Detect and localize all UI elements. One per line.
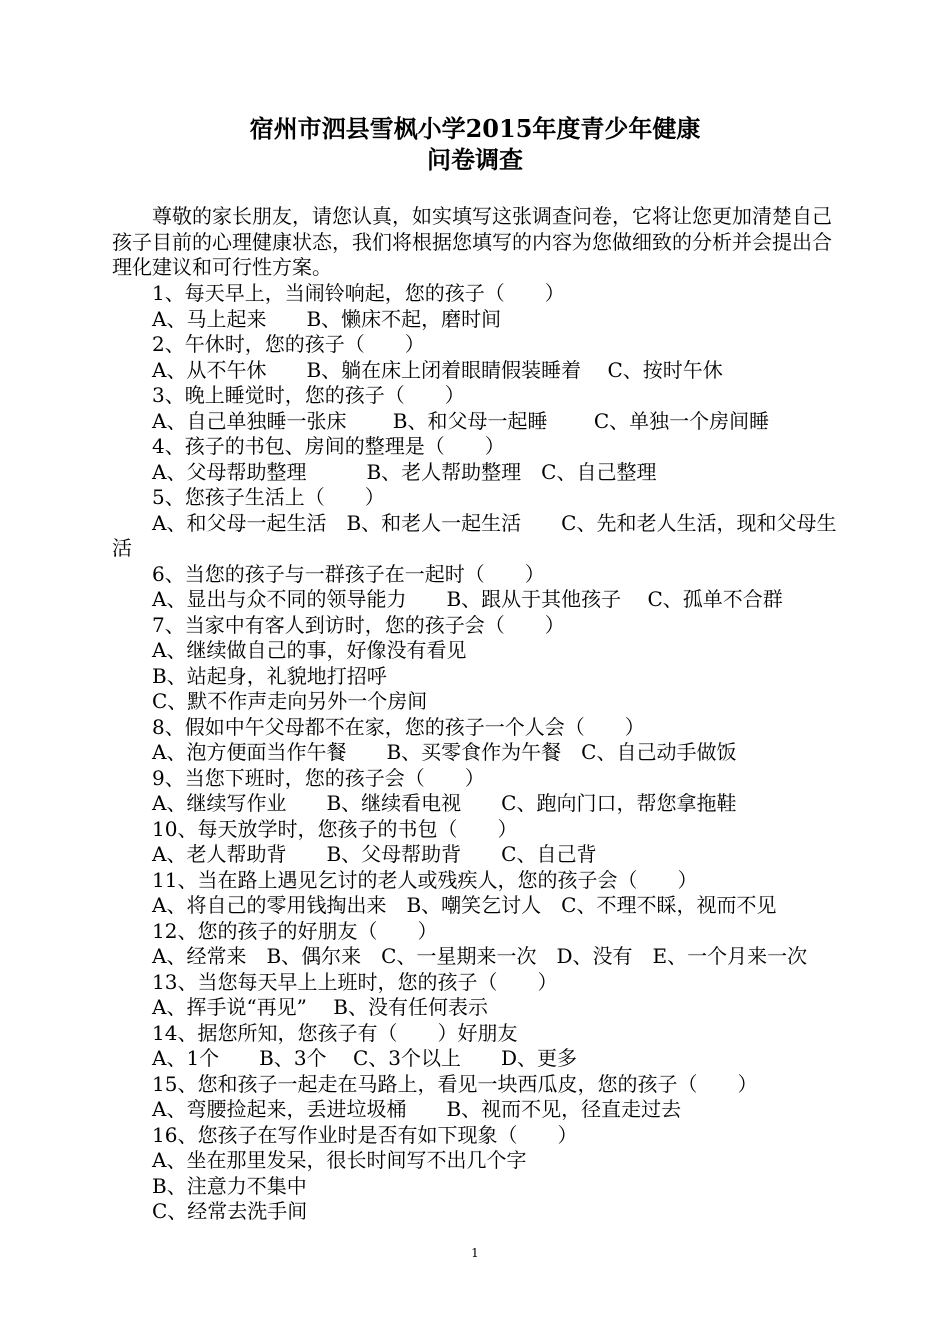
- question-line: 3、晚上睡觉时，您的孩子（ ）: [152, 383, 465, 407]
- option-line: B、站起身，礼貌地打招呼: [152, 663, 387, 688]
- option-line: A、自己单独睡一张床 B、和父母一起睡 C、单独一个房间睡: [152, 408, 770, 433]
- option-line: A、继续做自己的事，好像没有看见: [152, 638, 467, 662]
- option-line: A、继续写作业 B、继续看电视 C、跑向门口，帮您拿拖鞋: [152, 791, 737, 815]
- option-line: C、默不作声走向另外一个房间: [152, 689, 428, 713]
- question-line: 4、孩子的书包、房间的整理是（ ）: [152, 434, 505, 458]
- page-number: 1: [471, 1246, 479, 1260]
- question-line: 8、假如中午父母都不在家，您的孩子一个人会（ ）: [152, 714, 645, 739]
- option-line: A、经常来 B、偶尔来 C、一星期来一次 D、没有 E、一个月来一次: [152, 944, 808, 968]
- option-line: A、显出与众不同的领导能力 B、跟从于其他孩子 C、孤单不合群: [152, 587, 783, 611]
- option-line: A、1个 B、3个 C、3个以上 D、更多: [152, 1046, 578, 1070]
- question-line: 2、午休时，您的孩子（ ）: [152, 332, 425, 356]
- question-line: 10、每天放学时，您孩子的书包（ ）: [152, 816, 518, 841]
- option-line: A、老人帮助背 B、父母帮助背 C、自己背: [152, 842, 597, 866]
- question-line: 5、您孩子生活上（ ）: [152, 485, 385, 509]
- questionnaire-body: [112, 281, 842, 1225]
- question-line: 7、当家中有客人到访时，您的孩子会（ ）: [152, 612, 565, 637]
- option-line: C、经常去洗手间: [152, 1199, 308, 1223]
- option-line: B、注意力不集中: [152, 1173, 307, 1198]
- option-line: A、马上起来 B、懒床不起，磨时间: [152, 306, 502, 331]
- question-line: 6、当您的孩子与一群孩子在一起时（ ）: [152, 561, 545, 586]
- question-line: 1、每天早上，当闹铃响起，您的孩子（ ）: [152, 281, 565, 305]
- intro-paragraph: 尊敬的家长朋友，请您认真，如实填写这张调查问卷，它将让您更加清楚自己孩子目前的心理健康状态，我们将根据您填写的内容为您做细致的分析并会提出合理化建议和可行性方案。: [112, 204, 832, 279]
- document-title: 宿州市泗县雪枫小学2015年度青少年健康: [249, 114, 701, 143]
- option-line: A、坐在那里发呆，很长时间写不出几个字: [152, 1148, 527, 1172]
- option-line: A、和父母一起生活 B、和老人一起生活 C、先和老人生活，现和父母生活: [112, 510, 837, 560]
- option-line: A、泡方便面当作午餐 B、买零食作为午餐 C、自己动手做饭: [152, 740, 737, 764]
- question-line: 16、您孩子在写作业时是否有如下现象（ ）: [152, 1122, 578, 1147]
- option-line: A、挥手说“再见” B、没有任何表示: [152, 995, 488, 1019]
- option-line: A、弯腰捡起来，丢进垃圾桶 B、视而不见，径直走过去: [152, 1097, 682, 1121]
- question-line: 9、当您下班时，您的孩子会（ ）: [152, 765, 485, 790]
- question-line: 11、当在路上遇见乞讨的老人或残疾人，您的孩子会（ ）: [152, 867, 698, 892]
- option-line: A、将自己的零用钱掏出来 B、嘲笑乞讨人 C、不理不睬，视而不见: [152, 893, 777, 917]
- question-line: 14、据您所知，您孩子有（ ）好朋友: [152, 1020, 518, 1045]
- document-subtitle: 问卷调查: [427, 145, 523, 174]
- question-line: 13、当您每天早上上班时，您的孩子（ ）: [152, 969, 558, 994]
- option-line: A、父母帮助整理 B、老人帮助整理 C、自己整理: [152, 459, 657, 484]
- option-line: A、从不午休 B、躺在床上闭着眼睛假装睡着 C、按时午休: [152, 357, 723, 382]
- question-line: 12、您的孩子的好朋友（ ）: [152, 918, 438, 943]
- question-line: 15、您和孩子一起走在马路上，看见一块西瓜皮，您的孩子（ ）: [152, 1071, 758, 1096]
